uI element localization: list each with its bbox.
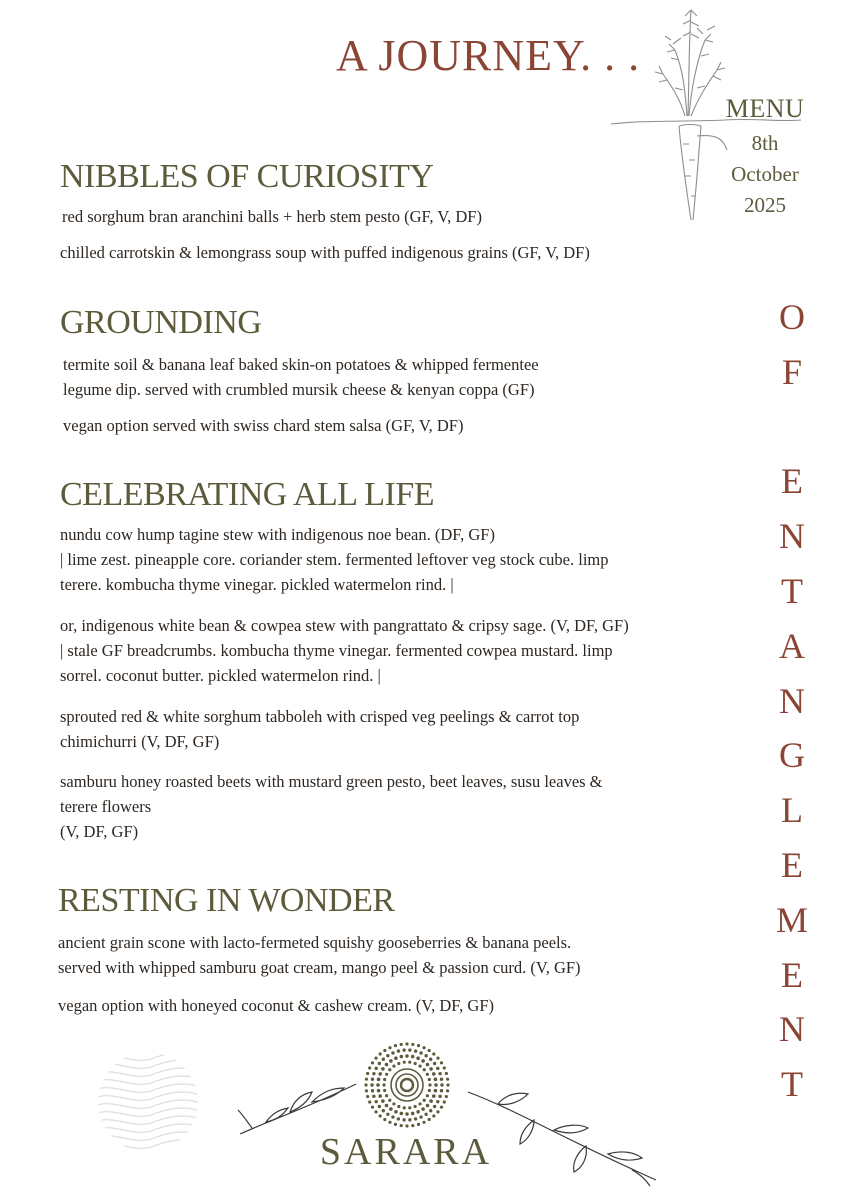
vertical-letter: O <box>779 297 805 337</box>
item-line: (V, DF, GF) <box>60 822 139 841</box>
menu-item <box>60 769 603 844</box>
item-line: terere flowers <box>60 797 152 816</box>
item-line: red sorghum bran aranchini balls + herb stem pesto (GF, V, DF) <box>62 207 482 226</box>
vertical-letter: N <box>779 680 805 721</box>
vertical-letter: E <box>781 461 803 502</box>
item-line: chimichurri (V, DF, GF) <box>60 732 220 751</box>
vertical-letter: N <box>779 516 805 557</box>
item-line: ancient grain scone with lacto-fermeted squishy gooseberries & banana peels. <box>58 933 572 952</box>
vertical-letter: T <box>781 570 803 611</box>
vertical-letter: G <box>779 735 805 776</box>
item-line: samburu honey roasted beets with mustard green pesto, beet leaves, susu leaves & <box>60 772 603 791</box>
section-heading-nibbles: NIBBLES OF CURIOSITY <box>60 158 434 195</box>
menu-item <box>60 240 590 265</box>
item-line: vegan option with honeyed coconut & cashew cream. (V, DF, GF) <box>58 996 494 1015</box>
item-line: terere. kombucha thyme vinegar. pickled watermelon rind. | <box>60 575 454 594</box>
date-month: October <box>731 162 799 186</box>
date-year: 2025 <box>744 193 786 217</box>
item-line: termite soil & banana leaf baked skin-on potatoes & whipped fermentee <box>63 355 539 374</box>
item-line: legume dip. served with crumbled mursik cheese & kenyan coppa (GF) <box>63 380 535 399</box>
item-line: | lime zest. pineapple core. coriander stem. fermented leftover veg stock cube. limp <box>60 550 609 569</box>
item-line: | stale GF breadcrumbs. kombucha thyme vinegar. fermented cowpea mustard. limp <box>60 641 613 660</box>
menu-item <box>58 993 494 1018</box>
section-heading-celebrating: CELEBRATING ALL LIFE <box>60 476 435 513</box>
section-heading-resting: RESTING IN WONDER <box>58 882 395 919</box>
item-line: chilled carrotskin & lemongrass soup with puffed indigenous grains (GF, V, DF) <box>60 243 590 262</box>
item-line: sorrel. coconut butter. pickled watermelon rind. | <box>60 666 381 685</box>
vertical-letter: T <box>781 1064 803 1105</box>
wave-circle-decoration <box>94 1048 202 1156</box>
menu-item <box>60 522 609 597</box>
vertical-letter-gap <box>764 400 820 455</box>
item-line: vegan option served with swiss chard stem salsa (GF, V, DF) <box>63 416 464 435</box>
page-title: A JOURNEY. . . <box>336 31 641 80</box>
vertical-letter: F <box>781 351 803 392</box>
vertical-letter: E <box>781 954 803 995</box>
menu-item <box>60 613 629 688</box>
dotted-sun-logo <box>362 1040 452 1130</box>
vertical-letter: E <box>781 844 803 885</box>
menu-date <box>716 128 814 221</box>
item-line: or, indigenous white bean & cowpea stew with pangrattato & cripsy sage. (V, DF, GF) <box>60 616 629 635</box>
menu-item <box>63 413 463 438</box>
vertical-letter: L <box>781 790 803 831</box>
section-heading-grounding: GROUNDING <box>60 304 262 341</box>
menu-label: MENU <box>725 94 805 123</box>
item-line: sprouted red & white sorghum tabboleh with crisped veg peelings & carrot top <box>60 707 580 726</box>
vertical-letter: N <box>779 1009 805 1050</box>
vertical-letter: M <box>775 899 808 940</box>
vertical-subtitle <box>764 290 820 1112</box>
vertical-letter: A <box>779 625 805 666</box>
menu-date-box <box>716 94 814 221</box>
item-line: served with whipped samburu goat cream, mango peel & passion curd. (V, GF) <box>58 958 581 977</box>
brand-logo-text: SARARA <box>319 1131 493 1173</box>
menu-item <box>63 352 539 402</box>
item-line: nundu cow hump tagine stew with indigenous noe bean. (DF, GF) <box>60 525 495 544</box>
menu-item <box>62 204 482 229</box>
menu-item <box>60 704 579 754</box>
date-day: 8th <box>751 131 779 155</box>
menu-item <box>58 930 581 980</box>
